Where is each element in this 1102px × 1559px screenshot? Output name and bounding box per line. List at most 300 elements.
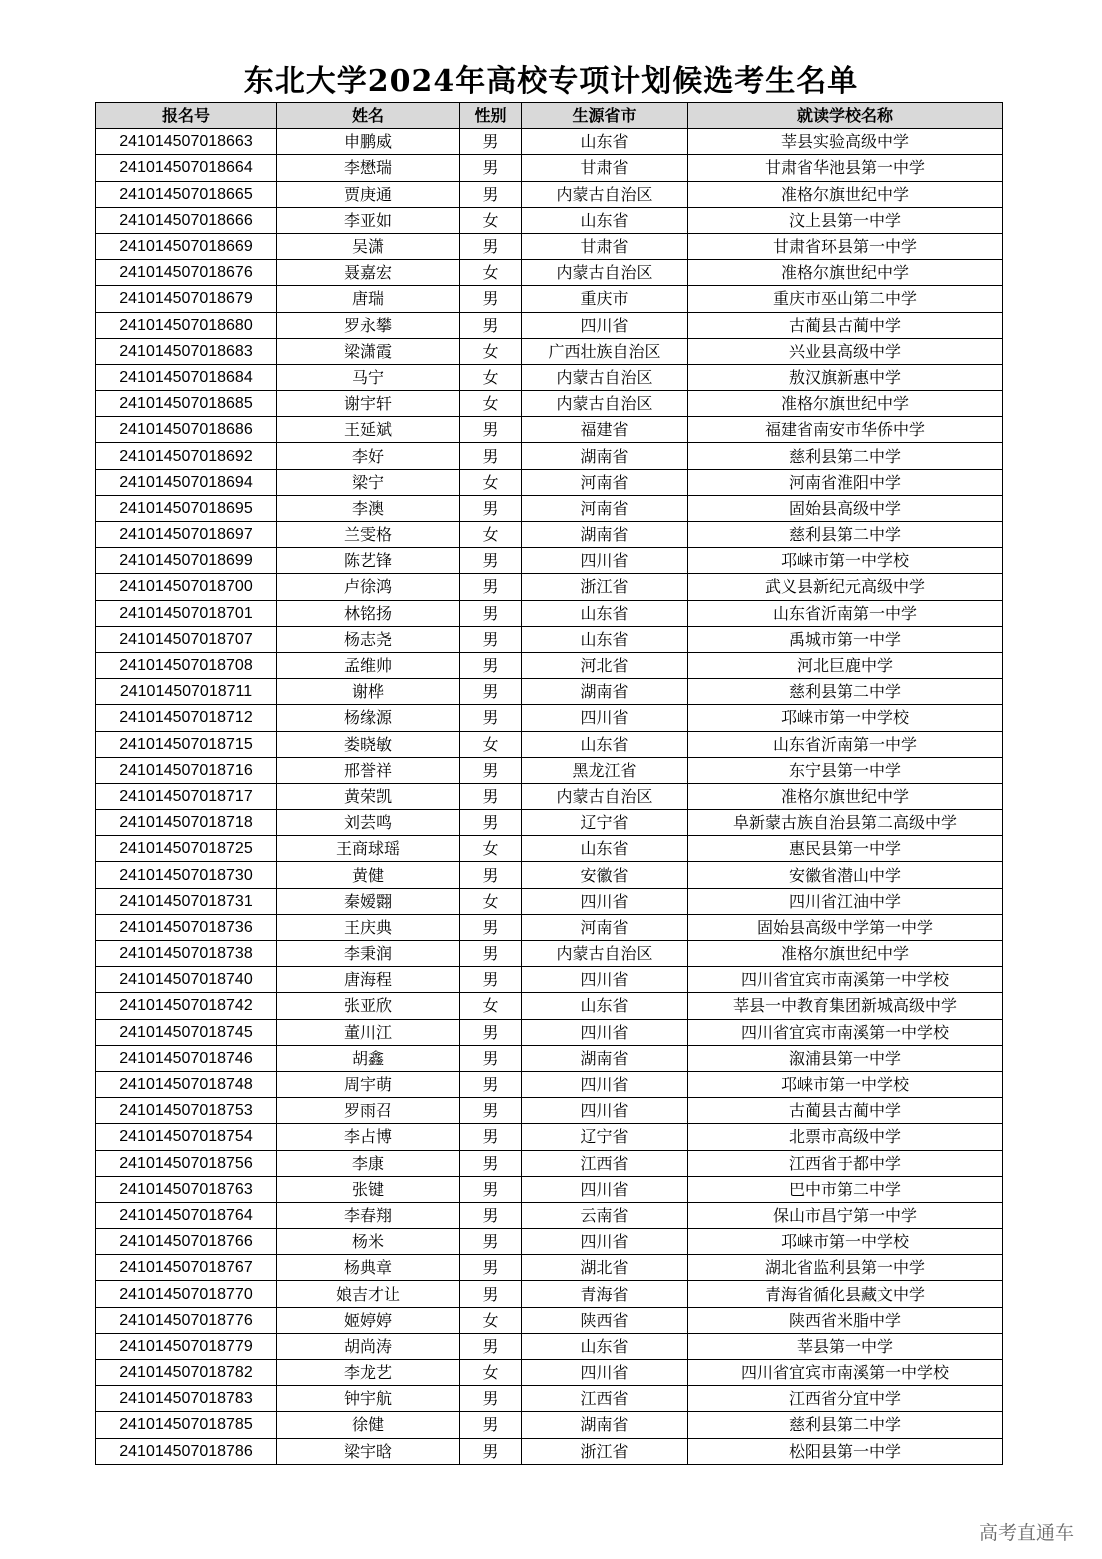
- cell-gender: 男: [460, 914, 522, 940]
- table-row: [96, 914, 1003, 940]
- table-row: [96, 391, 1003, 417]
- cell-school: 河北巨鹿中学: [688, 652, 1003, 678]
- table-row: [96, 836, 1003, 862]
- cell-school: 安徽省潜山中学: [688, 862, 1003, 888]
- cell-name: 李亚如: [277, 207, 460, 233]
- cell-gender: 男: [460, 1098, 522, 1124]
- cell-school: 四川省江油中学: [688, 888, 1003, 914]
- cell-school: 甘肃省环县第一中学: [688, 233, 1003, 259]
- cell-school: 惠民县第一中学: [688, 836, 1003, 862]
- cell-name: 贾庚通: [277, 181, 460, 207]
- cell-name: 胡鑫: [277, 1045, 460, 1071]
- cell-name: 刘芸鸣: [277, 810, 460, 836]
- cell-school: 古蔺县古蔺中学: [688, 312, 1003, 338]
- cell-gender: 男: [460, 862, 522, 888]
- cell-school: 固始县高级中学第一中学: [688, 914, 1003, 940]
- table-row: [96, 1412, 1003, 1438]
- cell-school: 重庆市巫山第二中学: [688, 286, 1003, 312]
- cell-registration-number: 241014507018767: [96, 1255, 277, 1281]
- cell-school: 邛崃市第一中学校: [688, 548, 1003, 574]
- table-row: [96, 757, 1003, 783]
- cell-name: 王商球瑶: [277, 836, 460, 862]
- cell-name: 周宇萌: [277, 1071, 460, 1097]
- cell-name: 申鹏威: [277, 129, 460, 155]
- cell-name: 兰雯格: [277, 522, 460, 548]
- cell-name: 聂嘉宏: [277, 260, 460, 286]
- cell-gender: 女: [460, 888, 522, 914]
- cell-province: 湖南省: [522, 679, 688, 705]
- cell-province: 河南省: [522, 495, 688, 521]
- table-header-row: [96, 103, 1003, 129]
- table-row: [96, 1229, 1003, 1255]
- cell-province: 山东省: [522, 626, 688, 652]
- cell-name: 林铭扬: [277, 600, 460, 626]
- header-registration-number: 报名号: [96, 103, 277, 129]
- table-row: [96, 731, 1003, 757]
- cell-name: 李龙艺: [277, 1360, 460, 1386]
- cell-gender: 女: [460, 260, 522, 286]
- cell-registration-number: 241014507018756: [96, 1150, 277, 1176]
- cell-registration-number: 241014507018692: [96, 443, 277, 469]
- cell-gender: 女: [460, 993, 522, 1019]
- cell-gender: 男: [460, 1019, 522, 1045]
- cell-gender: 女: [460, 338, 522, 364]
- cell-name: 娘吉才让: [277, 1281, 460, 1307]
- cell-registration-number: 241014507018730: [96, 862, 277, 888]
- table-row: [96, 1386, 1003, 1412]
- cell-registration-number: 241014507018782: [96, 1360, 277, 1386]
- cell-registration-number: 241014507018680: [96, 312, 277, 338]
- cell-name: 卢徐鸿: [277, 574, 460, 600]
- table-row: [96, 967, 1003, 993]
- cell-school: 山东省沂南第一中学: [688, 600, 1003, 626]
- cell-gender: 男: [460, 181, 522, 207]
- table-row: [96, 286, 1003, 312]
- cell-gender: 男: [460, 652, 522, 678]
- cell-province: 山东省: [522, 600, 688, 626]
- table-row: [96, 1202, 1003, 1228]
- cell-registration-number: 241014507018725: [96, 836, 277, 862]
- table-row: [96, 181, 1003, 207]
- cell-province: 四川省: [522, 1360, 688, 1386]
- cell-province: 四川省: [522, 705, 688, 731]
- table-row: [96, 522, 1003, 548]
- cell-province: 安徽省: [522, 862, 688, 888]
- table-row: [96, 443, 1003, 469]
- cell-gender: 女: [460, 364, 522, 390]
- cell-gender: 男: [460, 1255, 522, 1281]
- cell-registration-number: 241014507018754: [96, 1124, 277, 1150]
- cell-province: 浙江省: [522, 1438, 688, 1464]
- cell-province: 四川省: [522, 1071, 688, 1097]
- cell-name: 罗永攀: [277, 312, 460, 338]
- cell-province: 甘肃省: [522, 155, 688, 181]
- cell-registration-number: 241014507018763: [96, 1176, 277, 1202]
- table-row: [96, 495, 1003, 521]
- cell-province: 四川省: [522, 1176, 688, 1202]
- cell-registration-number: 241014507018786: [96, 1438, 277, 1464]
- cell-school: 汶上县第一中学: [688, 207, 1003, 233]
- cell-province: 广西壮族自治区: [522, 338, 688, 364]
- table-row: [96, 888, 1003, 914]
- cell-gender: 男: [460, 1150, 522, 1176]
- cell-registration-number: 241014507018663: [96, 129, 277, 155]
- header-school: 就读学校名称: [688, 103, 1003, 129]
- table-row: [96, 1124, 1003, 1150]
- cell-province: 河北省: [522, 652, 688, 678]
- cell-province: 辽宁省: [522, 810, 688, 836]
- cell-registration-number: 241014507018736: [96, 914, 277, 940]
- cell-registration-number: 241014507018669: [96, 233, 277, 259]
- table-row: [96, 338, 1003, 364]
- cell-gender: 女: [460, 391, 522, 417]
- cell-school: 福建省南安市华侨中学: [688, 417, 1003, 443]
- header-province: 生源省市: [522, 103, 688, 129]
- table-row: [96, 1438, 1003, 1464]
- cell-registration-number: 241014507018766: [96, 1229, 277, 1255]
- cell-province: 重庆市: [522, 286, 688, 312]
- cell-registration-number: 241014507018764: [96, 1202, 277, 1228]
- cell-registration-number: 241014507018676: [96, 260, 277, 286]
- cell-province: 云南省: [522, 1202, 688, 1228]
- cell-school: 甘肃省华池县第一中学: [688, 155, 1003, 181]
- table-row: [96, 600, 1003, 626]
- cell-school: 邛崃市第一中学校: [688, 1071, 1003, 1097]
- cell-registration-number: 241014507018695: [96, 495, 277, 521]
- cell-school: 准格尔旗世纪中学: [688, 391, 1003, 417]
- cell-name: 邢誉祥: [277, 757, 460, 783]
- cell-name: 钟宇航: [277, 1386, 460, 1412]
- cell-province: 四川省: [522, 312, 688, 338]
- cell-province: 内蒙古自治区: [522, 260, 688, 286]
- cell-gender: 男: [460, 548, 522, 574]
- cell-name: 胡尚涛: [277, 1333, 460, 1359]
- table-row: [96, 312, 1003, 338]
- cell-name: 梁潇霞: [277, 338, 460, 364]
- cell-school: 准格尔旗世纪中学: [688, 941, 1003, 967]
- cell-gender: 女: [460, 207, 522, 233]
- cell-name: 杨缘源: [277, 705, 460, 731]
- cell-province: 四川省: [522, 967, 688, 993]
- table-row: [96, 1333, 1003, 1359]
- cell-name: 秦嫒翾: [277, 888, 460, 914]
- table-row: [96, 862, 1003, 888]
- cell-province: 内蒙古自治区: [522, 181, 688, 207]
- cell-gender: 男: [460, 129, 522, 155]
- cell-province: 山东省: [522, 731, 688, 757]
- cell-name: 黄荣凯: [277, 783, 460, 809]
- cell-province: 浙江省: [522, 574, 688, 600]
- cell-province: 湖南省: [522, 1045, 688, 1071]
- cell-gender: 男: [460, 967, 522, 993]
- cell-province: 内蒙古自治区: [522, 941, 688, 967]
- cell-gender: 男: [460, 1386, 522, 1412]
- table-row: [96, 783, 1003, 809]
- table-row: [96, 1150, 1003, 1176]
- cell-gender: 男: [460, 574, 522, 600]
- cell-registration-number: 241014507018686: [96, 417, 277, 443]
- table-row: [96, 1307, 1003, 1333]
- watermark: 高考直通车: [978, 1522, 1074, 1544]
- cell-registration-number: 241014507018745: [96, 1019, 277, 1045]
- table-row: [96, 652, 1003, 678]
- page-title: 东北大学2024年高校专项计划候选考生名单: [243, 64, 859, 99]
- cell-school: 敖汉旗新惠中学: [688, 364, 1003, 390]
- cell-province: 湖南省: [522, 1412, 688, 1438]
- cell-school: 江西省于都中学: [688, 1150, 1003, 1176]
- cell-gender: 男: [460, 1176, 522, 1202]
- cell-province: 湖北省: [522, 1255, 688, 1281]
- cell-gender: 女: [460, 522, 522, 548]
- cell-name: 罗雨召: [277, 1098, 460, 1124]
- cell-registration-number: 241014507018699: [96, 548, 277, 574]
- cell-registration-number: 241014507018664: [96, 155, 277, 181]
- cell-school: 兴业县高级中学: [688, 338, 1003, 364]
- cell-province: 山东省: [522, 129, 688, 155]
- cell-school: 松阳县第一中学: [688, 1438, 1003, 1464]
- table-row: [96, 810, 1003, 836]
- cell-name: 李秉润: [277, 941, 460, 967]
- cell-name: 谢宇轩: [277, 391, 460, 417]
- cell-school: 北票市高级中学: [688, 1124, 1003, 1150]
- cell-school: 禹城市第一中学: [688, 626, 1003, 652]
- cell-province: 内蒙古自治区: [522, 391, 688, 417]
- table-row: [96, 207, 1003, 233]
- cell-name: 李懋瑞: [277, 155, 460, 181]
- cell-school: 固始县高级中学: [688, 495, 1003, 521]
- table-row: [96, 548, 1003, 574]
- cell-registration-number: 241014507018770: [96, 1281, 277, 1307]
- cell-name: 黄健: [277, 862, 460, 888]
- cell-registration-number: 241014507018715: [96, 731, 277, 757]
- table-row: [96, 1281, 1003, 1307]
- cell-name: 张键: [277, 1176, 460, 1202]
- cell-gender: 男: [460, 155, 522, 181]
- table-row: [96, 1360, 1003, 1386]
- cell-province: 山东省: [522, 207, 688, 233]
- cell-province: 福建省: [522, 417, 688, 443]
- cell-province: 内蒙古自治区: [522, 783, 688, 809]
- cell-school: 准格尔旗世纪中学: [688, 783, 1003, 809]
- cell-province: 四川省: [522, 888, 688, 914]
- cell-province: 河南省: [522, 469, 688, 495]
- cell-province: 甘肃省: [522, 233, 688, 259]
- cell-gender: 男: [460, 1438, 522, 1464]
- cell-gender: 男: [460, 1124, 522, 1150]
- cell-gender: 男: [460, 1071, 522, 1097]
- cell-school: 江西省分宜中学: [688, 1386, 1003, 1412]
- cell-registration-number: 241014507018700: [96, 574, 277, 600]
- cell-name: 姬婷婷: [277, 1307, 460, 1333]
- cell-province: 江西省: [522, 1150, 688, 1176]
- cell-registration-number: 241014507018685: [96, 391, 277, 417]
- cell-registration-number: 241014507018665: [96, 181, 277, 207]
- cell-name: 王延斌: [277, 417, 460, 443]
- cell-gender: 男: [460, 679, 522, 705]
- cell-registration-number: 241014507018707: [96, 626, 277, 652]
- cell-name: 谢桦: [277, 679, 460, 705]
- header-gender: 性别: [460, 103, 522, 129]
- cell-gender: 男: [460, 1412, 522, 1438]
- cell-school: 青海省循化县藏文中学: [688, 1281, 1003, 1307]
- cell-school: 慈利县第二中学: [688, 679, 1003, 705]
- cell-name: 李澳: [277, 495, 460, 521]
- cell-gender: 男: [460, 1202, 522, 1228]
- table-row: [96, 417, 1003, 443]
- cell-school: 四川省宜宾市南溪第一中学校: [688, 1019, 1003, 1045]
- cell-province: 江西省: [522, 1386, 688, 1412]
- cell-school: 莘县一中教育集团新城高级中学: [688, 993, 1003, 1019]
- cell-gender: 女: [460, 469, 522, 495]
- cell-gender: 男: [460, 1281, 522, 1307]
- cell-registration-number: 241014507018711: [96, 679, 277, 705]
- cell-school: 慈利县第二中学: [688, 443, 1003, 469]
- table-row: [96, 1019, 1003, 1045]
- cell-school: 东宁县第一中学: [688, 757, 1003, 783]
- cell-registration-number: 241014507018742: [96, 993, 277, 1019]
- cell-school: 陕西省米脂中学: [688, 1307, 1003, 1333]
- table-row: [96, 1176, 1003, 1202]
- cell-name: 王庆典: [277, 914, 460, 940]
- cell-school: 慈利县第二中学: [688, 522, 1003, 548]
- cell-gender: 男: [460, 1045, 522, 1071]
- cell-name: 马宁: [277, 364, 460, 390]
- cell-school: 准格尔旗世纪中学: [688, 181, 1003, 207]
- cell-gender: 男: [460, 233, 522, 259]
- cell-name: 杨志尧: [277, 626, 460, 652]
- cell-school: 溆浦县第一中学: [688, 1045, 1003, 1071]
- cell-name: 李占博: [277, 1124, 460, 1150]
- cell-gender: 女: [460, 731, 522, 757]
- cell-school: 准格尔旗世纪中学: [688, 260, 1003, 286]
- cell-school: 四川省宜宾市南溪第一中学校: [688, 1360, 1003, 1386]
- cell-registration-number: 241014507018785: [96, 1412, 277, 1438]
- cell-registration-number: 241014507018740: [96, 967, 277, 993]
- cell-registration-number: 241014507018783: [96, 1386, 277, 1412]
- cell-province: 山东省: [522, 836, 688, 862]
- cell-name: 徐健: [277, 1412, 460, 1438]
- cell-registration-number: 241014507018753: [96, 1098, 277, 1124]
- cell-school: 河南省淮阳中学: [688, 469, 1003, 495]
- cell-province: 湖南省: [522, 443, 688, 469]
- cell-name: 李好: [277, 443, 460, 469]
- cell-registration-number: 241014507018684: [96, 364, 277, 390]
- cell-province: 四川省: [522, 1019, 688, 1045]
- cell-school: 慈利县第二中学: [688, 1412, 1003, 1438]
- cell-gender: 女: [460, 1360, 522, 1386]
- cell-gender: 男: [460, 417, 522, 443]
- cell-registration-number: 241014507018708: [96, 652, 277, 678]
- cell-registration-number: 241014507018666: [96, 207, 277, 233]
- table-row: [96, 941, 1003, 967]
- cell-school: 莘县实验高级中学: [688, 129, 1003, 155]
- cell-gender: 男: [460, 626, 522, 652]
- cell-province: 辽宁省: [522, 1124, 688, 1150]
- cell-name: 梁宁: [277, 469, 460, 495]
- cell-name: 杨典章: [277, 1255, 460, 1281]
- cell-registration-number: 241014507018701: [96, 600, 277, 626]
- cell-name: 唐瑞: [277, 286, 460, 312]
- cell-registration-number: 241014507018679: [96, 286, 277, 312]
- cell-school: 巴中市第二中学: [688, 1176, 1003, 1202]
- cell-gender: 男: [460, 810, 522, 836]
- table-body: [96, 129, 1003, 1465]
- cell-registration-number: 241014507018712: [96, 705, 277, 731]
- cell-registration-number: 241014507018683: [96, 338, 277, 364]
- table-row: [96, 129, 1003, 155]
- cell-name: 梁宇晗: [277, 1438, 460, 1464]
- cell-school: 邛崃市第一中学校: [688, 1229, 1003, 1255]
- table-row: [96, 1255, 1003, 1281]
- cell-gender: 男: [460, 600, 522, 626]
- cell-name: 陈艺锋: [277, 548, 460, 574]
- cell-school: 四川省宜宾市南溪第一中学校: [688, 967, 1003, 993]
- cell-name: 孟维帅: [277, 652, 460, 678]
- cell-gender: 男: [460, 1229, 522, 1255]
- cell-province: 山东省: [522, 1333, 688, 1359]
- cell-registration-number: 241014507018718: [96, 810, 277, 836]
- table-row: [96, 1045, 1003, 1071]
- cell-gender: 男: [460, 312, 522, 338]
- cell-school: 湖北省监利县第一中学: [688, 1255, 1003, 1281]
- cell-gender: 男: [460, 495, 522, 521]
- cell-province: 内蒙古自治区: [522, 364, 688, 390]
- cell-name: 吴潇: [277, 233, 460, 259]
- cell-province: 四川省: [522, 548, 688, 574]
- cell-gender: 男: [460, 443, 522, 469]
- header-name: 姓名: [277, 103, 460, 129]
- cell-name: 董川江: [277, 1019, 460, 1045]
- cell-registration-number: 241014507018717: [96, 783, 277, 809]
- cell-registration-number: 241014507018731: [96, 888, 277, 914]
- cell-province: 四川省: [522, 1229, 688, 1255]
- cell-school: 古蔺县古蔺中学: [688, 1098, 1003, 1124]
- table-row: [96, 469, 1003, 495]
- candidate-table: [95, 102, 1003, 1465]
- cell-school: 山东省沂南第一中学: [688, 731, 1003, 757]
- cell-gender: 男: [460, 783, 522, 809]
- table-row: [96, 1098, 1003, 1124]
- cell-registration-number: 241014507018697: [96, 522, 277, 548]
- table-row: [96, 626, 1003, 652]
- cell-name: 李春翔: [277, 1202, 460, 1228]
- cell-gender: 女: [460, 1307, 522, 1333]
- table-row: [96, 993, 1003, 1019]
- cell-name: 唐海程: [277, 967, 460, 993]
- cell-school: 阜新蒙古族自治县第二高级中学: [688, 810, 1003, 836]
- cell-registration-number: 241014507018694: [96, 469, 277, 495]
- cell-registration-number: 241014507018776: [96, 1307, 277, 1333]
- cell-registration-number: 241014507018779: [96, 1333, 277, 1359]
- table-row: [96, 574, 1003, 600]
- cell-province: 四川省: [522, 1098, 688, 1124]
- table-row: [96, 1071, 1003, 1097]
- cell-gender: 男: [460, 941, 522, 967]
- cell-province: 湖南省: [522, 522, 688, 548]
- cell-gender: 男: [460, 705, 522, 731]
- cell-name: 李康: [277, 1150, 460, 1176]
- cell-name: 张亚欣: [277, 993, 460, 1019]
- cell-province: 黑龙江省: [522, 757, 688, 783]
- cell-gender: 男: [460, 1333, 522, 1359]
- cell-province: 河南省: [522, 914, 688, 940]
- cell-name: 杨米: [277, 1229, 460, 1255]
- cell-name: 娄晓敏: [277, 731, 460, 757]
- cell-gender: 男: [460, 757, 522, 783]
- cell-school: 保山市昌宁第一中学: [688, 1202, 1003, 1228]
- table-row: [96, 260, 1003, 286]
- table-row: [96, 705, 1003, 731]
